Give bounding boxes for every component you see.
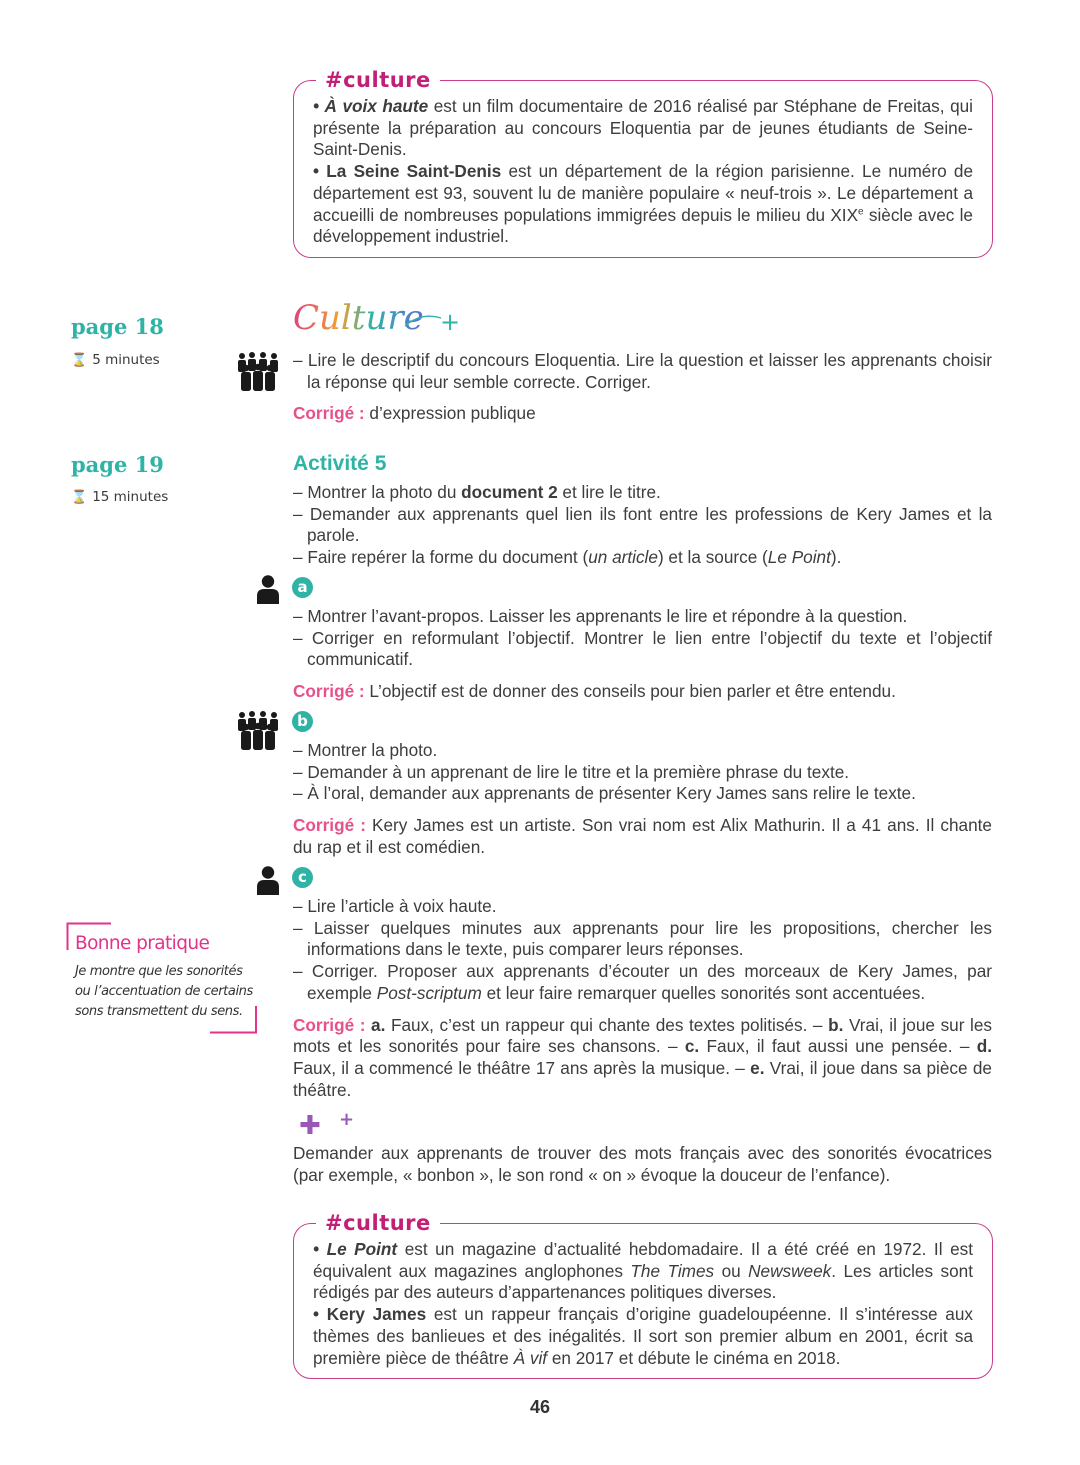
bonne-pratique-note [66, 922, 258, 1034]
culture-box-body [313, 96, 973, 248]
badge-a: a [292, 577, 313, 598]
culture-item-le-point: • Le Point est un magazine d’actualité hebdomadaire. Il a été créé en 1972. Il est équivalent aux magazines anglophones The Times ou Newsweek. Les articles sont rédigés par des auteurs d’appartenances politiques diverses. [313, 1239, 974, 1303]
part-b-content [293, 740, 992, 859]
culture-box-bottom [293, 1211, 993, 1379]
page-label-18: page 18 [71, 314, 164, 339]
intro-line-3: – Faire repérer la forme du document (un article) et la source (Le Point). [293, 547, 842, 568]
page-number: 46 [529, 1397, 551, 1417]
part-b-line-2: – Demander à un apprenant de lire le titre et la première phrase du texte. [293, 761, 850, 782]
small-plus-icon: + [339, 1109, 355, 1130]
part-c-line-1: – Lire l’article à voix haute. [293, 896, 497, 916]
culture-item-film: • À voix haute est un film documentaire de 2016 réalisé par Stéphane de Freitas, qui présente la préparation au concours Eloquentia par de jeunes étudiants de Seine-Saint-Denis. [313, 96, 973, 160]
p18-content [293, 350, 992, 425]
activity-intro [293, 482, 992, 569]
hourglass-icon: ⌛ [71, 490, 88, 505]
part-a-line-1: – Montrer l’avant-propos. Laisser les apprenants le lire et répondre à la question. [293, 606, 908, 626]
big-plus-icon: ✚ [299, 1111, 321, 1141]
group-work-icon [236, 711, 284, 751]
part-c-content [293, 896, 992, 1101]
culture-plus-sign: + [440, 308, 461, 336]
culture-word: Culture [293, 298, 424, 338]
culture-box-label: #culture [316, 1211, 440, 1235]
part-a-content [293, 606, 992, 703]
hourglass-icon: ⌛ [71, 353, 88, 368]
group-work-icon [236, 352, 284, 392]
culture-plus-logo [293, 296, 473, 340]
p18-corrige: Corrigé : d’expression publique [293, 403, 536, 424]
badge-c: c [292, 867, 313, 888]
part-c-corrige: Corrigé : a. Faux, c’est un rappeur qui chante des textes politisés. – b. Vrai, il joue sur les mots et les sonorités pour faire ses chansons. – c. Faux, il faut aussi une pensée. – d. Faux, il a commencé le théâtre 17 ans après la musique. – e. Vrai, il joue dans sa pièce de théâtre. [293, 1014, 993, 1100]
intro-line-2: – Demander aux apprenants quel lien ils font entre les professions de Kery James et la parole. [293, 503, 992, 546]
page-label-19: page 19 [71, 452, 164, 477]
extension-text: Demander aux apprenants de trouver des mots français avec des sonorités évocatrices (par exemple, « bonbon », le son rond « on » évoque la douceur de l’enfance). [293, 1143, 992, 1185]
duration-p18: ⌛ 5 minutes [71, 352, 160, 368]
badge-b: b [292, 711, 313, 732]
p18-instruction: – Lire le descriptif du concours Eloquentia. Lire la question et laisser les apprenants choisir la réponse qui leur semble correcte. Corriger. [293, 350, 992, 392]
part-b-corrige: Corrigé : Kery James est un artiste. Son vrai nom est Alix Mathurin. Il a 41 ans. Il chante du rap et il est comédien. [293, 815, 992, 857]
part-b-line-1: – Montrer la photo. [293, 740, 438, 760]
bonne-pratique-title: Bonne pratique [75, 933, 210, 954]
part-c-line-3: – Corriger. Proposer aux apprenants d’écouter un des morceaux de Kery James, par exemple Post-scriptum et leur faire remarquer quelles sonorités sont accentuées. [293, 961, 992, 1003]
individual-work-icon [257, 575, 279, 604]
culture-box-top [293, 68, 993, 258]
culture-box-body [313, 1239, 973, 1369]
bonne-pratique-text: Je montre que les sonorités ou l’accentuation de certains sons transmettent du sens. [75, 964, 253, 1019]
intro-line-1: – Montrer la photo du document 2 et lire le titre. [293, 482, 661, 502]
duration-p19: ⌛ 15 minutes [71, 489, 169, 505]
individual-work-icon [257, 866, 279, 895]
part-a-corrige: Corrigé : L’objectif est de donner des conseils pour bien parler et être entendu. [293, 681, 896, 702]
extension-plus-icons [299, 1111, 359, 1141]
culture-box-label: #culture [316, 68, 440, 92]
culture-plus-heading [293, 296, 473, 340]
part-b-line-3: – À l’oral, demander aux apprenants de présenter Kery James sans relire le texte. [293, 783, 916, 804]
culture-item-department: • La Seine Saint-Denis est un département de la région parisienne. Le numéro de département est 93, souvent lu de manière populaire « neuf-trois ». Le département a accueilli de nombreuses populations immigrées depuis le milieu du XIXe siècle avec le développement industriel. [313, 161, 974, 247]
part-c-line-2: – Laisser quelques minutes aux apprenants pour lire les propositions, chercher les informations dans le texte, puis comparer leurs réponses. [293, 917, 992, 960]
activity-title: Activité 5 [293, 452, 387, 475]
part-a-line-2: – Corriger en reformulant l’objectif. Montrer le lien entre l’objectif du texte et l’objectif communicatif. [293, 627, 992, 670]
culture-item-kery-james: • Kery James est un rappeur français d’origine guadeloupéenne. Il s’intéresse aux thèmes des banlieues et des inégalités. Il sort son premier album en 2001, écrit sa première pièce de théâtre À vif en 2017 et débute le cinéma en 2018. [313, 1304, 973, 1368]
